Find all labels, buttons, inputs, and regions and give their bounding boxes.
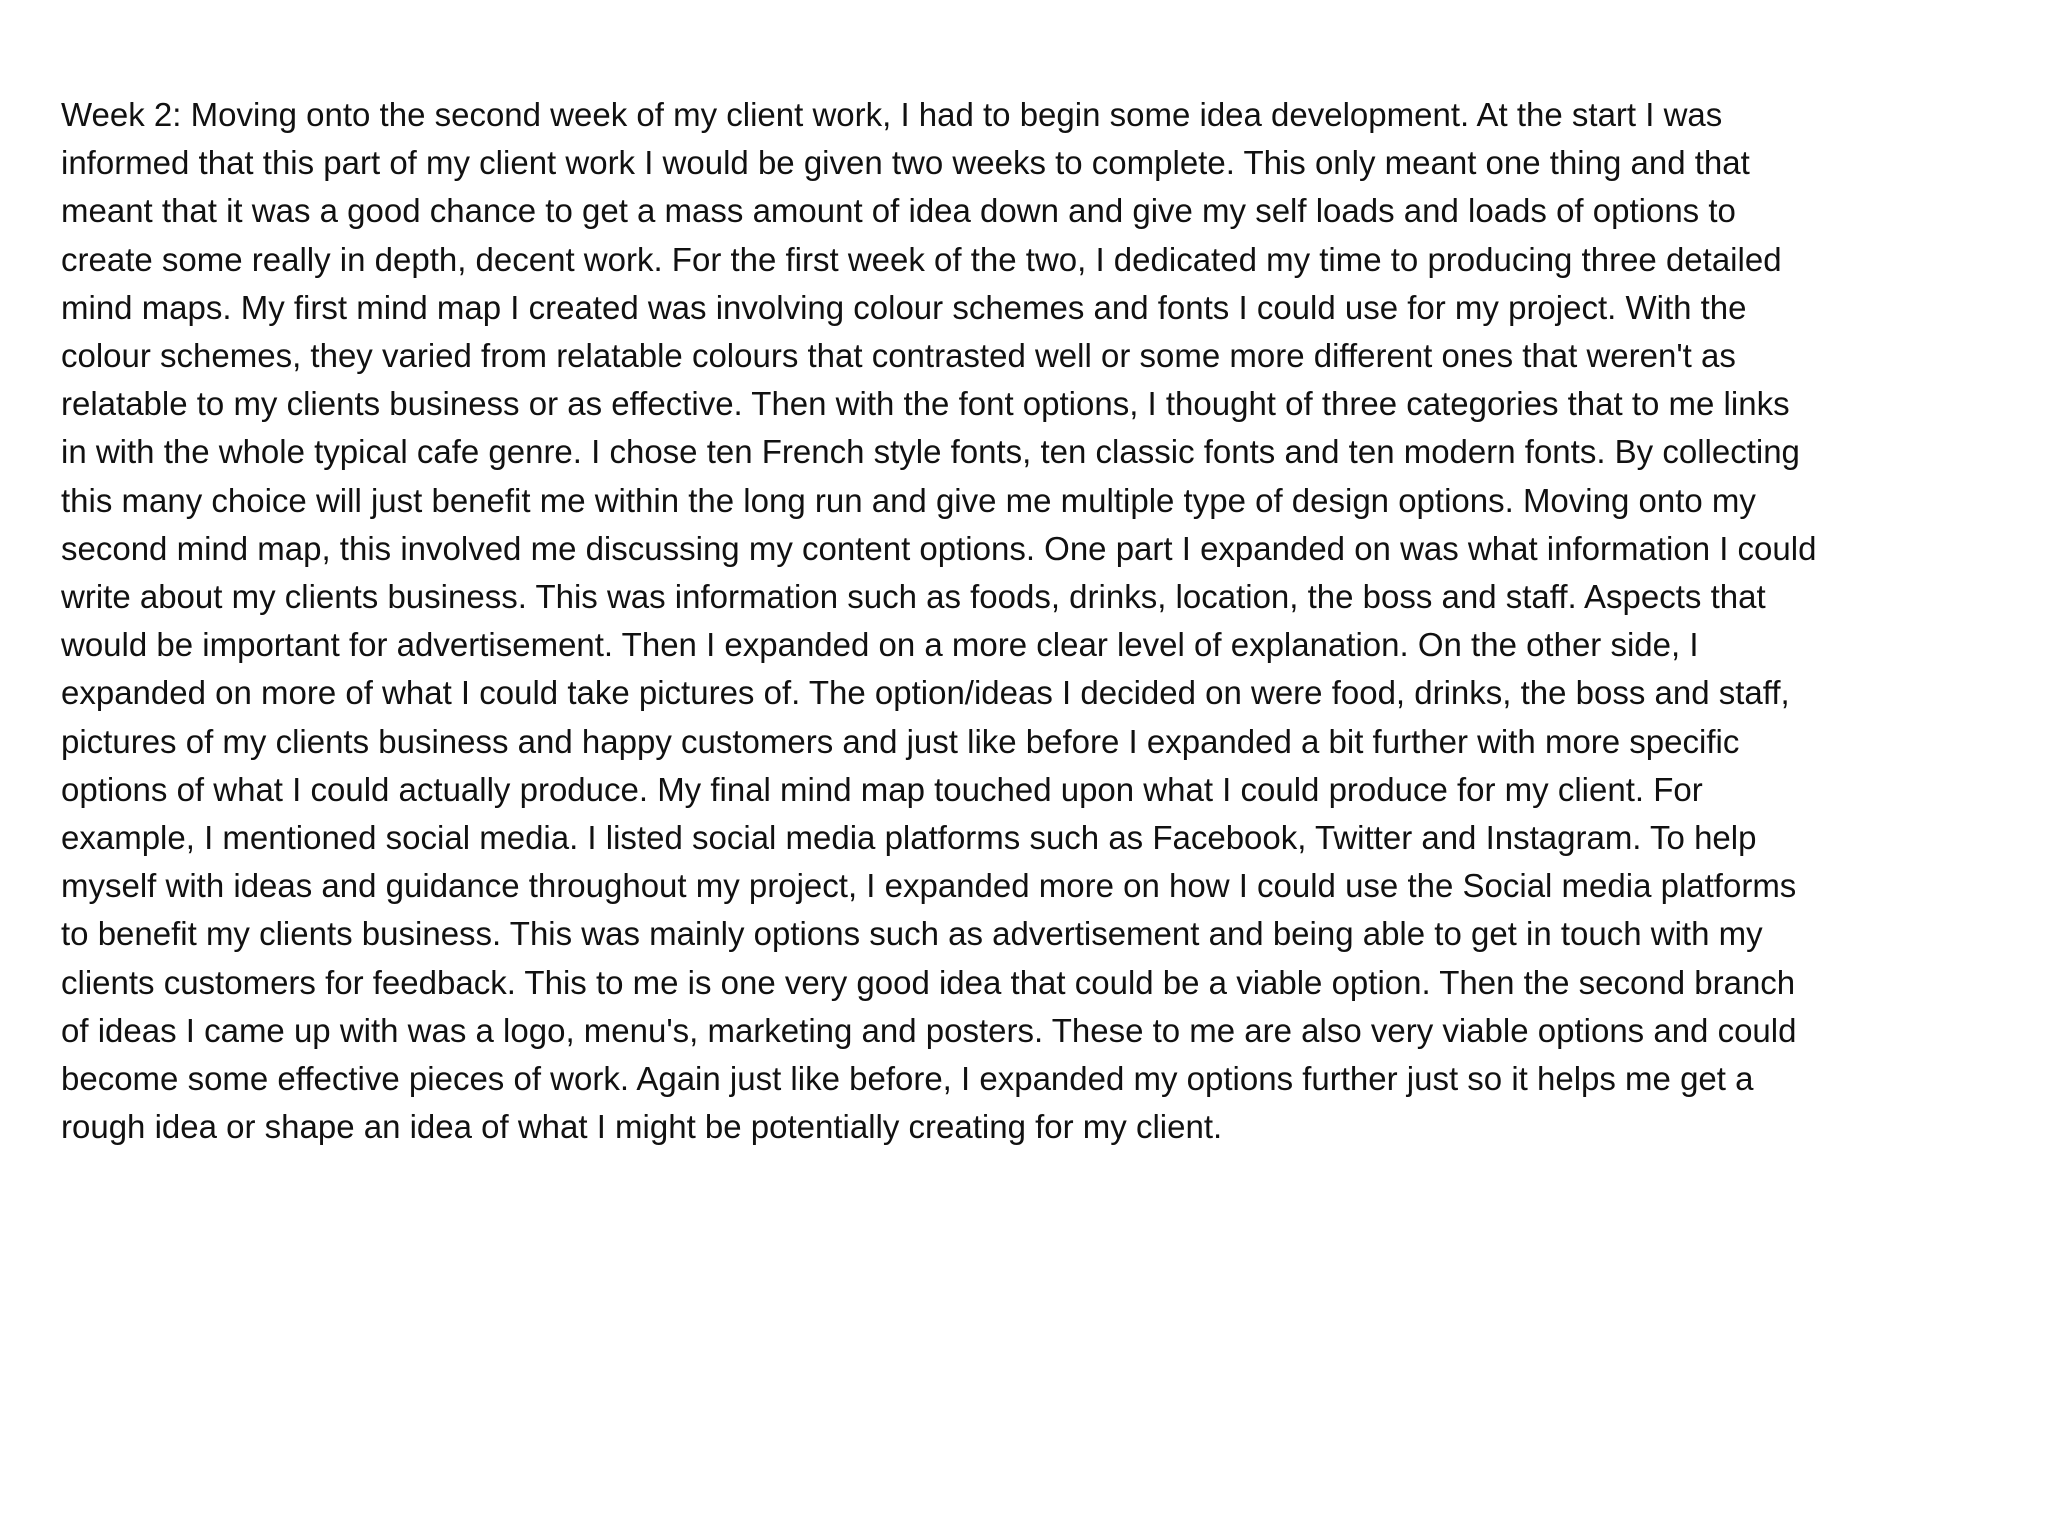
paragraph-line: mind maps. My first mind map I created was involving colour schemes and fonts I could use for my project. With the [61, 288, 1747, 326]
paragraph-line: become some effective pieces of work. Again just like before, I expanded my options further just so it helps me get a [61, 1060, 1754, 1098]
paragraph-line: in with the whole typical cafe genre. I chose ten French style fonts, ten classic fonts and ten modern fonts. By collecting [61, 433, 1800, 471]
paragraph-line: colour schemes, they varied from relatable colours that contrasted well or some more different ones that weren't as [61, 337, 1736, 375]
paragraph-line: rough idea or shape an idea of what I might be potentially creating for my client. [61, 1108, 1223, 1146]
paragraph-line: example, I mentioned social media. I listed social media platforms such as Facebook, Twitter and Instagram. To help [61, 819, 1757, 857]
paragraph-line: pictures of my clients business and happy customers and just like before I expanded a bit further with more specific [61, 722, 1740, 760]
paragraph-line: informed that this part of my client work I would be given two weeks to complete. This only meant one thing and that [61, 144, 1750, 182]
paragraph-line: of ideas I came up with was a logo, menu's, marketing and posters. These to me are also very viable options and could [61, 1011, 1797, 1049]
paragraph-line: clients customers for feedback. This to me is one very good idea that could be a viable option. Then the second branch [61, 963, 1796, 1001]
paragraph-line: this many choice will just benefit me within the long run and give me multiple type of design options. Moving onto my [61, 481, 1756, 519]
paragraph-line: write about my clients business. This was information such as foods, drinks, location, the boss and staff. Aspects that [61, 578, 1766, 616]
paragraph-line: create some really in depth, decent work. For the first week of the two, I dedicated my time to producing three detailed [61, 240, 1782, 278]
paragraph-line: would be important for advertisement. Then I expanded on a more clear level of explanation. On the other side, I [61, 626, 1699, 664]
paragraph-line: Week 2: Moving onto the second week of my client work, I had to begin some idea development. At the start I was [61, 96, 1723, 133]
paragraph-line: myself with ideas and guidance throughout my project, I expanded more on how I could use the Social media platforms [61, 867, 1797, 905]
body-paragraph [61, 91, 2027, 1151]
paragraph-line: relatable to my clients business or as effective. Then with the font options, I thought of three categories that to me links [61, 385, 1790, 423]
paragraph-line: options of what I could actually produce. My final mind map touched upon what I could produce for my client. For [61, 770, 1703, 808]
paragraph-line: second mind map, this involved me discussing my content options. One part I expanded on was what information I could [61, 529, 1817, 567]
paragraph-line: to benefit my clients business. This was mainly options such as advertisement and being able to get in touch with my [61, 915, 1763, 953]
paragraph-line: expanded on more of what I could take pictures of. The option/ideas I decided on were food, drinks, the boss and staff, [61, 674, 1790, 712]
paragraph-line: meant that it was a good chance to get a mass amount of idea down and give my self loads and loads of options to [61, 192, 1736, 230]
